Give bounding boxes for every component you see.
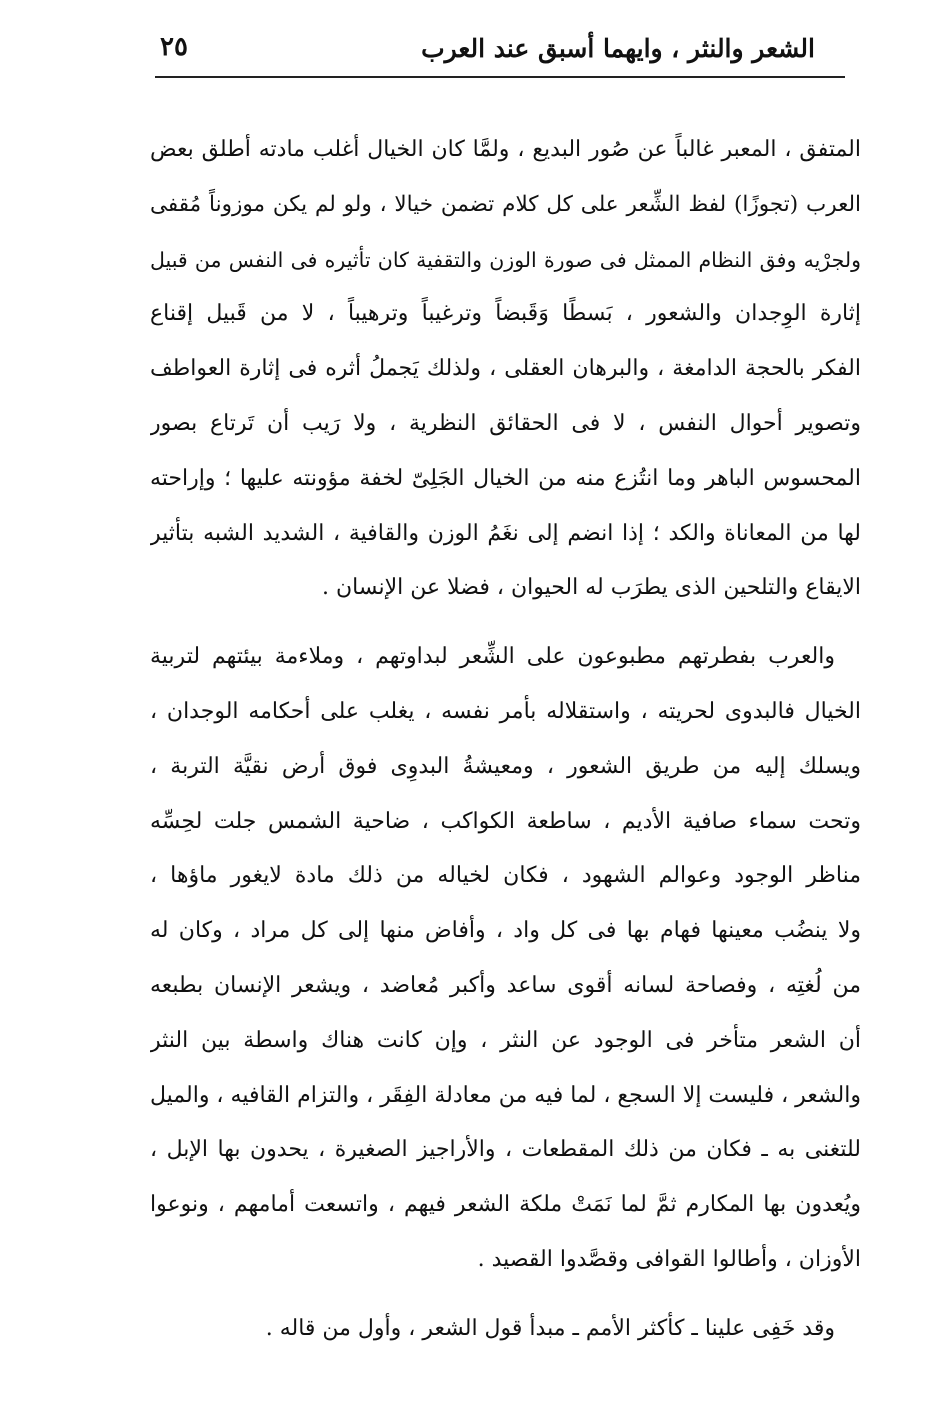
text-line: من لُغتِه ، وفصاحة لسانه أقوى ساعد وأكبر مُعاضد ، ويشعر الإنسان بطبعه bbox=[150, 972, 861, 998]
running-head bbox=[160, 28, 815, 72]
text-line: والشعر ، فليست إلا السجع ، لما فيه من معادلة الفِقَر ، والتزام القافيه ، والميل bbox=[150, 1082, 861, 1108]
text-line: الفكر بالحجة الدامغة ، والبرهان العقلى ، ولذلك يَجملُ أثره فى إثارة العواطف bbox=[150, 356, 861, 382]
text-line: مناظر الوجود وعوالم الشهود ، فكان لخياله من ذلك مادة لايغور ماؤها ، bbox=[150, 863, 861, 889]
text-line: إثارة الوِجدان والشعور ، بَسطًا وَقَبضاً وترغيباً وترهيباً ، لا من قَبيل إقناع bbox=[150, 301, 861, 327]
text-line: وتحت سماء صافية الأديم ، ساطعة الكواكب ، ضاحية الشمس جلت لحِسِّه bbox=[150, 808, 861, 834]
text-line: وتصوير أحوال النفس ، لا فى الحقائق النظرية ، ولا رَيب أن تَرتاع بصور bbox=[150, 410, 861, 436]
paragraph-3 bbox=[150, 1302, 861, 1357]
page-number: ٢٥ bbox=[160, 32, 188, 62]
text-line: المتفق ، المعبر غالباً عن صُور البديع ، ولمَّا كان الخيال أغلب مادته أطلق بعض bbox=[150, 137, 861, 162]
text-line: ويسلك إليه من طريق الشعور ، ومعيشةُ البدوِى فوق أرض نقيَّة التربة ، bbox=[150, 753, 861, 779]
text-line: المحسوس الباهر وما انتُزع منه من الخيال الجَلِىّ لخفة مؤونته عليها ؛ وإراحته bbox=[150, 465, 861, 491]
paragraph-2 bbox=[150, 630, 861, 1288]
text-line: الخيال فالبدوى لحريته ، واستقلاله بأمر نفسه ، يغلب على أحكامه الوجدان ، bbox=[150, 698, 861, 724]
paragraph-1 bbox=[150, 123, 861, 616]
text-line: وقد خَفِى علينا ـ كأكثر الأمم ـ مبدأ قول الشعر ، وأول من قاله . bbox=[265, 1315, 835, 1341]
text-line: الأوزان ، وأطالوا القوافى وقصَّدوا القصيد . bbox=[477, 1246, 861, 1272]
text-line: ولجرْيه وفق النظام الممثل فى صورة الوزن والتقفية كان تأثيره فى النفس من قبيل bbox=[150, 247, 861, 272]
text-line: لها من المعاناة والكد ؛ إذا انضم إلى نغَمُ الوزن والقافية ، الشديد الشبه بتأثير bbox=[150, 520, 861, 546]
text-line: والعرب بفطرتهم مطبوعون على الشِّعر لبداوتهم ، وملاءمة بيئتهم لتربية bbox=[150, 644, 835, 670]
text-line: أن الشعر متأخر فى الوجود عن النثر ، وإن كانت هناك واسطة بين النثر bbox=[150, 1027, 861, 1053]
text-line: ويُعدون بها المكارم ثمَّ لما نَمَتْ ملكة الشعر فيهم ، واتسعت أمامهم ، ونوعوا bbox=[150, 1192, 861, 1218]
paragraph-gap bbox=[150, 616, 861, 630]
header-rule bbox=[155, 76, 845, 78]
body-text bbox=[150, 123, 861, 1357]
paragraph-gap bbox=[150, 1288, 861, 1302]
text-line: العرب (تجوزًا) لفظ الشِّعر على كل كلام تضمن خيالا ، ولو لم يكن موزوناً مُقفى bbox=[150, 191, 861, 217]
text-line: ولا ينضُب معينها فهام بها فى كل واد ، وأفاض منها إلى كل مراد ، وكان له bbox=[150, 918, 861, 944]
text-line: الايقاع والتلحين الذى يطرَب له الحيوان ، فضلا عن الإنسان . bbox=[322, 575, 861, 601]
text-line: للتغنى به ـ فكان من ذلك المقطعات ، والأراجيز الصغيرة ، يحدون بها الإبل ، bbox=[150, 1137, 861, 1163]
running-head-title: الشعر والنثر ، وايهما أسبق عند العرب bbox=[421, 34, 815, 63]
